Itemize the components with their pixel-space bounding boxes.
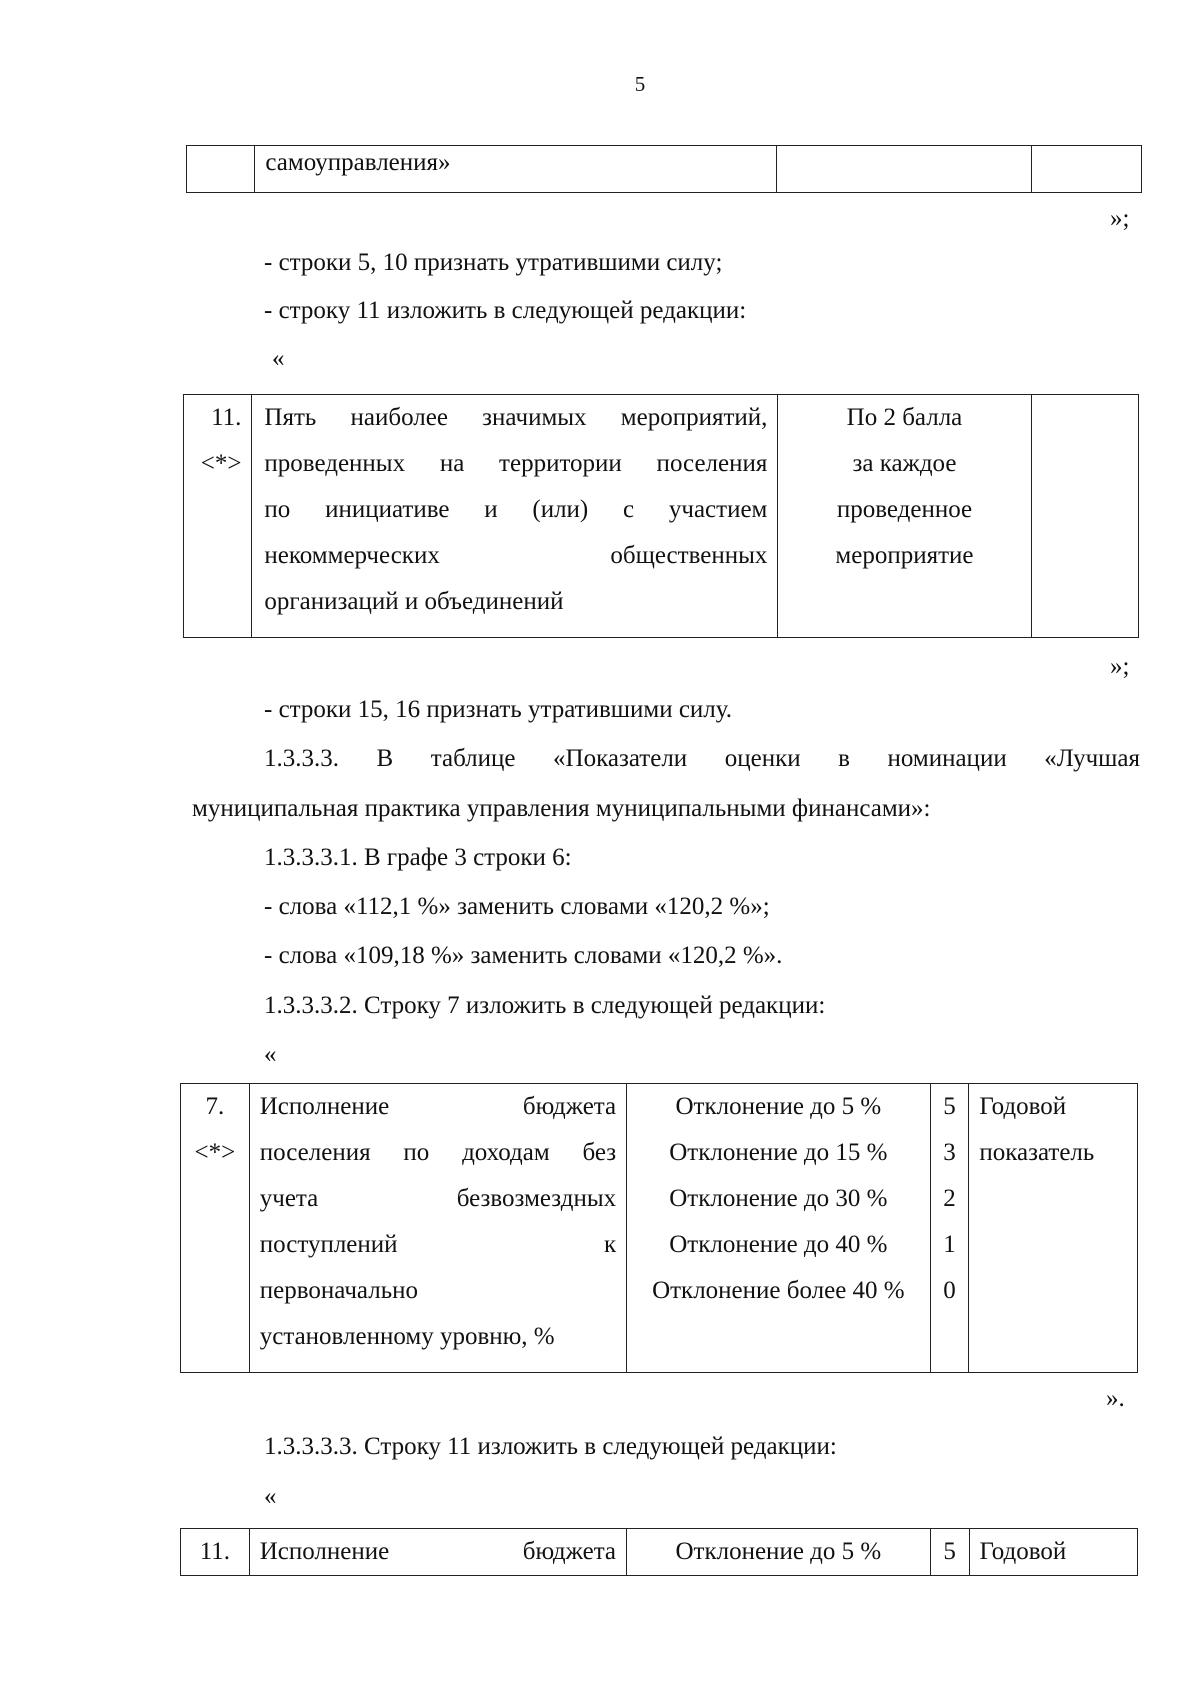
cell-row-number — [181, 1084, 250, 1373]
points-value: 2 — [943, 1185, 956, 1212]
desc-line: первоначально — [259, 1277, 418, 1304]
cell-row-number — [181, 1529, 250, 1576]
score-line: проведенное — [836, 496, 973, 523]
closing-quote-2: »; — [1110, 653, 1130, 680]
closing-quote-1: »; — [1110, 205, 1130, 232]
desc-line: по инициативе и (или) с участием — [264, 496, 768, 523]
text-line-clause-3: 1.3.3.3.3. Строку 11 изложить в следующей редакции: — [264, 1433, 837, 1460]
cell-extra — [1031, 146, 1141, 193]
desc-line: поселения по доходам без — [259, 1139, 617, 1166]
criteria-line: Отклонение до 30 % — [669, 1185, 888, 1212]
paragraph-second-line: муниципальная практика управления муниципальными финансами»: — [192, 795, 931, 822]
table-row7 — [180, 1083, 1138, 1373]
cell-description — [249, 1084, 626, 1373]
cell-criteria — [627, 1084, 930, 1373]
desc-line: организаций и объединений — [264, 588, 564, 615]
criteria-line: Отклонение до 40 % — [669, 1231, 888, 1258]
text-line-clause-2: 1.3.3.3.2. Строку 7 изложить в следующей редакции: — [264, 992, 826, 1019]
text-line-strings-15-16: - строки 15, 16 признать утратившими силу. — [264, 696, 733, 723]
cell-criteria — [627, 1529, 931, 1576]
cell-points — [930, 1084, 969, 1373]
row-number: 11. — [211, 404, 242, 431]
score-line: за каждое — [852, 450, 957, 477]
text-line-words-2: - слова «109,18 %» заменить словами «120,2 %». — [264, 942, 783, 969]
points-value: 0 — [943, 1277, 956, 1304]
cell-note — [969, 1084, 1138, 1373]
cell-desc — [255, 146, 777, 193]
points-value: 5 — [943, 1093, 956, 1120]
cell-note — [969, 1529, 1138, 1576]
cell-extra — [1031, 395, 1138, 638]
desc-line: некоммерческих общественных — [264, 542, 768, 569]
desc-line: установленному уровню, % — [259, 1323, 555, 1350]
desc-line: поступлений к — [259, 1231, 617, 1258]
cell-score — [777, 146, 1032, 193]
points-value: 5 — [943, 1538, 956, 1565]
table-row11-social — [183, 394, 1139, 638]
desc-line: учета безвозмездных — [259, 1185, 617, 1212]
text-line-words-1: - слова «112,1 %» заменить словами «120,2 %»; — [264, 893, 770, 920]
text-line-string-11: - строку 11 изложить в следующей редакции: — [264, 297, 747, 324]
points-value: 3 — [943, 1139, 956, 1166]
open-quote-2: « — [264, 1041, 277, 1068]
note-line: Годовой — [979, 1093, 1067, 1120]
open-quote-3: « — [264, 1483, 277, 1510]
table-top-fragment — [186, 145, 1142, 193]
closing-quote-3: ». — [1106, 1385, 1125, 1412]
cell-points — [930, 1529, 969, 1576]
page-number: 5 — [634, 72, 646, 96]
points-value: 1 — [943, 1231, 956, 1258]
note-line: Годовой — [979, 1538, 1067, 1565]
table-row11-budget — [180, 1528, 1138, 1576]
score-line: По 2 балла — [846, 404, 963, 431]
cell-description — [252, 395, 778, 638]
row-mark: <*> — [200, 450, 242, 477]
cell-score — [778, 395, 1031, 638]
open-quote-1: « — [272, 345, 285, 372]
paragraph-first-line: 1.3.3.3. В таблице «Показатели оценки в номинации «Лучшая — [264, 745, 1140, 772]
desc-line: Исполнение бюджета — [259, 1093, 617, 1120]
criteria-line: Отклонение до 5 % — [675, 1093, 882, 1120]
cell-row-number — [184, 395, 252, 638]
desc-line: Исполнение бюджета — [259, 1538, 617, 1565]
row-number: 7. — [205, 1093, 225, 1120]
note-line: показатель — [979, 1139, 1095, 1166]
top-table-text: самоуправления» — [265, 149, 451, 176]
criteria-line: Отклонение до 5 % — [675, 1538, 882, 1565]
cell-description — [249, 1529, 626, 1576]
desc-line: Пять наиболее значимых мероприятий, — [264, 404, 768, 431]
text-line-strings-5-10: - строки 5, 10 признать утратившими силу; — [264, 249, 723, 276]
desc-line: проведенных на территории поселения — [264, 450, 768, 477]
score-line: мероприятие — [835, 542, 974, 569]
criteria-line: Отклонение более 40 % — [652, 1277, 905, 1304]
row-number: 11. — [199, 1538, 231, 1565]
cell-num — [187, 146, 255, 193]
criteria-line: Отклонение до 15 % — [669, 1139, 888, 1166]
text-line-clause-1: 1.3.3.3.1. В графе 3 строки 6: — [264, 844, 572, 871]
row-mark: <*> — [194, 1139, 236, 1166]
